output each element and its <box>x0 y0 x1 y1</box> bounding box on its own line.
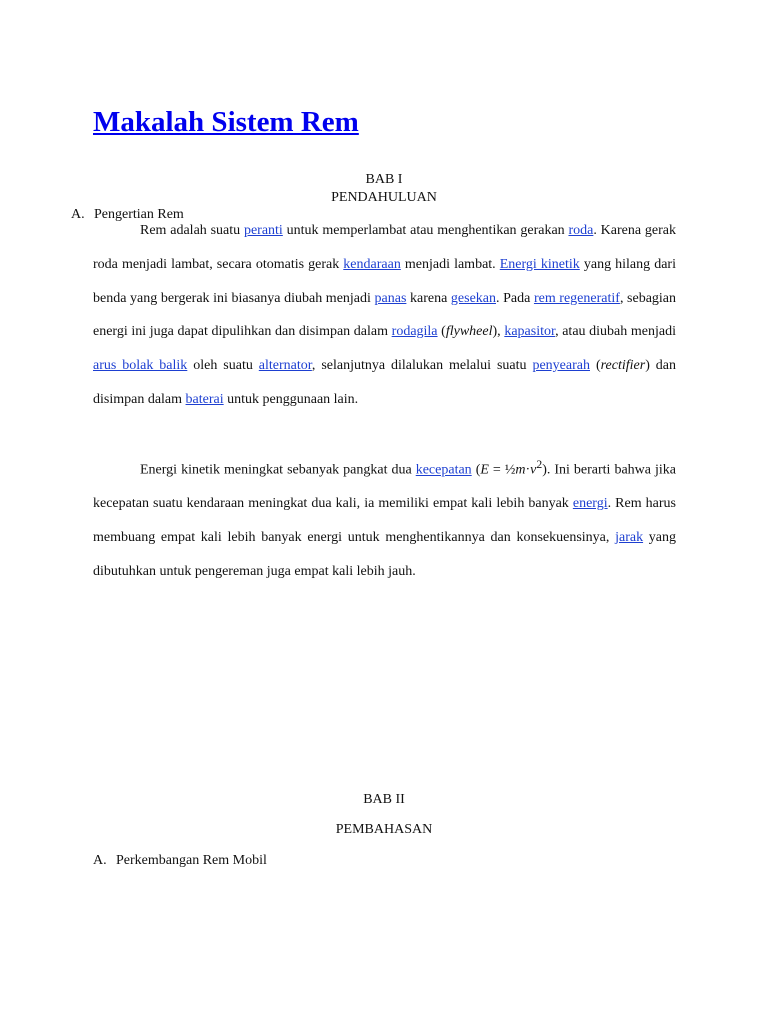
text-run: untuk penggunaan lain. <box>223 391 359 407</box>
link-gesekan[interactable]: gesekan <box>450 290 497 306</box>
section-number: A. <box>71 207 85 222</box>
text-run: untuk memperlambat atau menghentikan gerakan <box>282 223 569 238</box>
text-run: , atau diubah menjadi <box>555 324 677 340</box>
link-alternator[interactable]: alternator <box>258 358 312 374</box>
page-title-link[interactable]: Makalah Sistem Rem <box>93 106 359 138</box>
link-rem-regeneratif[interactable]: rem regeneratif <box>533 290 620 306</box>
text-run: Energi kinetik meningkat sebanyak pangkat dua <box>140 462 416 478</box>
link-baterai[interactable]: baterai <box>185 391 224 407</box>
text-run: ), <box>492 324 505 340</box>
link-roda[interactable]: roda <box>568 223 594 238</box>
bab2-subheading: PEMBAHASAN <box>335 822 433 837</box>
italic-term: v <box>530 462 537 478</box>
link-rodagila[interactable]: rodagila <box>391 324 438 340</box>
text-run: karena <box>406 290 451 306</box>
italic-term: rectifier <box>600 358 646 374</box>
bab1-heading: BAB I <box>365 172 403 187</box>
link-peranti[interactable]: peranti <box>243 223 283 238</box>
bab1-subheading: PENDAHULUAN <box>331 190 437 205</box>
text-run: . Rem harus membuang empat kali lebih banyak energi untuk menghentikannya dan konsekuensinya, <box>93 496 677 546</box>
text-run: oleh suatu <box>187 358 259 374</box>
paragraph-pengertian <box>93 214 676 417</box>
italic-term: m <box>515 462 526 478</box>
link-kapasitor[interactable]: kapasitor <box>504 324 556 340</box>
text-run: , sebagian energi ini juga dapat dipulihkan dan disimpan dalam <box>93 290 677 340</box>
paragraph-energi-kinetik <box>93 448 676 589</box>
text-run: yang dibutuhkan untuk pengereman juga empat kali lebih jauh. <box>93 530 676 580</box>
link-panas[interactable]: panas <box>374 290 407 306</box>
superscript: 2 <box>536 458 543 471</box>
section-label: Perkembangan Rem Mobil <box>116 853 267 868</box>
text-run: yang hilang dari benda yang bergerak ini biasanya diubah menjadi <box>93 256 676 306</box>
text-run: = ½ <box>488 462 516 478</box>
italic-term: E <box>480 462 489 478</box>
text-run: ). Ini berarti bahwa jika kecepatan suatu kendaraan meningkat dua kali, ia memiliki empat kali lebih banyak <box>93 462 676 512</box>
section-number: A. <box>93 853 107 868</box>
italic-term: flywheel <box>445 324 493 340</box>
bab2-heading: BAB II <box>363 792 405 807</box>
link-energi[interactable]: energi <box>572 496 608 512</box>
link-penyearah[interactable]: penyearah <box>532 358 590 374</box>
text-run: ) dan disimpan dalam <box>93 358 677 407</box>
text-run: ( <box>437 324 446 340</box>
section-label: Pengertian Rem <box>94 207 184 222</box>
text-run: , selanjutnya dilalukan melalui suatu <box>311 358 533 374</box>
link-kendaraan[interactable]: kendaraan <box>343 256 401 272</box>
text-run: · <box>525 462 531 478</box>
text-run: . Karena gerak roda menjadi lambat, secara otomatis gerak <box>93 223 676 272</box>
text-run: menjadi lambat. <box>400 256 500 272</box>
text-run: . Pada <box>496 290 534 306</box>
text-run: ( <box>590 358 601 374</box>
link-arus-bolak-balik[interactable]: arus bolak balik <box>93 358 188 374</box>
link-kecepatan[interactable]: kecepatan <box>415 462 472 478</box>
link-energi-kinetik[interactable]: Energi kinetik <box>499 256 580 272</box>
text-run: ( <box>471 462 481 478</box>
text-run: Rem adalah suatu <box>140 223 244 238</box>
bab2-section-a <box>93 852 267 869</box>
link-jarak[interactable]: jarak <box>615 530 644 546</box>
